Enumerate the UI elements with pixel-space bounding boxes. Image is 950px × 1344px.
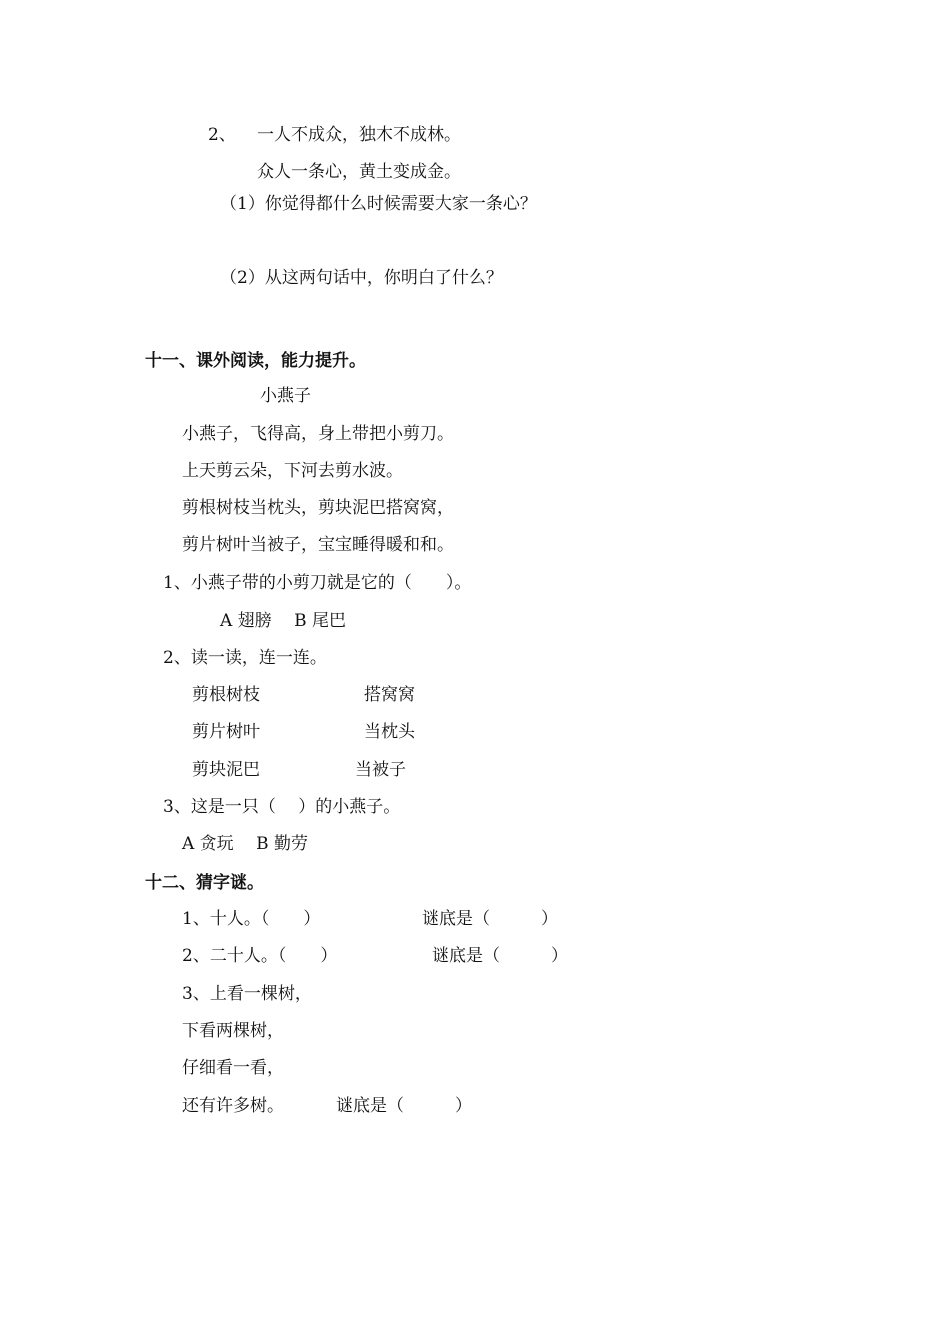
riddle-3-line: 3、上看一棵树， — [182, 984, 312, 1004]
match-right-item: 搭窝窝 — [364, 685, 415, 705]
riddle-1: 1、十人。（ ） — [182, 909, 321, 929]
section-heading: 十一、课外阅读，能力提升。 — [145, 351, 366, 371]
riddle-3-line: 下看两棵树， — [182, 1021, 284, 1041]
poem-line: 上天剪云朵，下河去剪水波。 — [182, 461, 403, 481]
section-heading: 十二、猜字谜。 — [145, 873, 264, 893]
match-right-item: 当被子 — [355, 760, 406, 780]
riddle-2: 2、二十人。（ ） — [182, 946, 338, 966]
match-left-item: 剪片树叶 — [192, 722, 260, 742]
riddle-1-answer: 谜底是（ ） — [422, 909, 558, 929]
poem-line: 剪片树叶当被子，宝宝睡得暖和和。 — [182, 535, 454, 555]
reading-question-1-options: A 翅膀 B 尾巴 — [220, 611, 346, 631]
riddle-3-line: 还有许多树。 — [182, 1096, 284, 1116]
poem-title: 小燕子 — [260, 386, 311, 406]
question-1: （1）你觉得都什么时候需要大家一条心？ — [220, 194, 537, 214]
reading-question-2: 2、读一读，连一连。 — [163, 648, 327, 668]
match-left-item: 剪块泥巴 — [192, 760, 260, 780]
item-number: 2、 — [208, 125, 236, 145]
proverb-line-2: 众人一条心，黄土变成金。 — [257, 162, 461, 182]
match-right-item: 当枕头 — [364, 722, 415, 742]
riddle-3-answer: 谜底是（ ） — [336, 1096, 472, 1116]
reading-question-3: 3、这是一只（ ）的小燕子。 — [163, 797, 401, 817]
poem-line: 小燕子，飞得高，身上带把小剪刀。 — [182, 424, 454, 444]
proverb-line-1: 一人不成众，独木不成林。 — [257, 125, 461, 145]
riddle-2-answer: 谜底是（ ） — [432, 946, 568, 966]
reading-question-1: 1、小燕子带的小剪刀就是它的（ ）。 — [163, 573, 472, 593]
match-left-item: 剪根树枝 — [192, 685, 260, 705]
reading-question-3-options: A 贪玩 B 勤劳 — [182, 834, 308, 854]
riddle-3-line: 仔细看一看， — [182, 1058, 284, 1078]
question-2: （2）从这两句话中，你明白了什么？ — [220, 268, 503, 288]
poem-line: 剪根树枝当枕头，剪块泥巴搭窝窝， — [182, 498, 454, 518]
